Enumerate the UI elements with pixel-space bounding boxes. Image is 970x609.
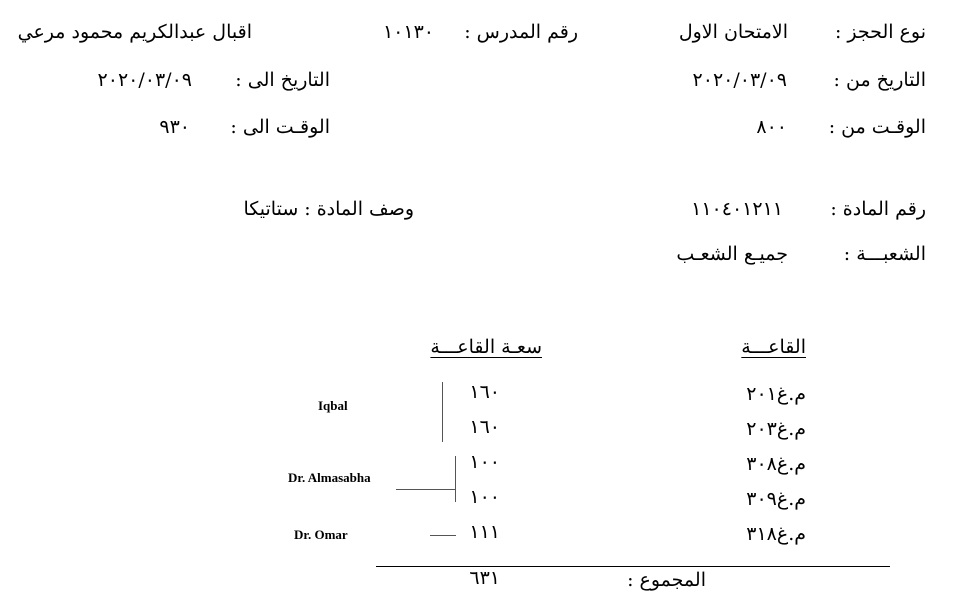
course-number-value: ١١٠٤٠١٢١١ <box>691 198 783 220</box>
date-to-value: ٢٠٢٠/٠٣/٠٩ <box>97 69 192 91</box>
hall-cell: م.غ٣٠٩ <box>746 488 806 510</box>
total-divider <box>376 566 890 567</box>
time-to-label: الوقـت الى : <box>230 116 330 138</box>
teacher-name: اقبال عبدالكريم محمود مرعي <box>17 21 252 43</box>
booking-type-value: الامتحان الاول <box>678 21 788 43</box>
section-value: جميـع الشعـب <box>676 243 788 265</box>
booking-type-label: نوع الحجز : <box>834 21 926 43</box>
total-value: ٦٣١ <box>469 567 500 589</box>
hall-cell: م.غ٢٠٣ <box>746 418 806 440</box>
teacher-number-value: ١٠١٣٠ <box>382 21 434 43</box>
time-to-value: ٩٣٠ <box>159 116 190 138</box>
bracket-line-iqbal <box>442 382 443 442</box>
date-from-label: التاريخ من : <box>833 69 926 91</box>
hall-cell: م.غ٣١٨ <box>746 523 806 545</box>
hall-cell: م.غ٢٠١ <box>746 383 806 405</box>
time-from-value: ٨٠٠ <box>756 116 787 138</box>
teacher-number-label: رقم المدرس : <box>464 21 578 43</box>
bracket-line-almasabha <box>455 456 456 502</box>
total-label: المجموع : <box>627 569 706 591</box>
course-description: وصف المادة : ستاتيكا <box>243 198 414 220</box>
date-to-label: التاريخ الى : <box>235 69 330 91</box>
connector-line-omar <box>430 535 456 536</box>
time-from-label: الوقـت من : <box>828 116 926 138</box>
course-number-label: رقم المادة : <box>830 198 926 220</box>
capacity-cell: ١٠٠ <box>469 451 500 473</box>
annotation-omar: Dr. Omar <box>294 527 348 542</box>
annotation-iqbal: Iqbal <box>318 398 348 413</box>
hall-cell: م.غ٣٠٨ <box>746 453 806 475</box>
capacity-column-header: سعـة القاعـــة <box>430 336 542 358</box>
capacity-cell: ١٠٠ <box>469 486 500 508</box>
hall-column-header: القاعـــة <box>741 336 806 358</box>
annotation-almasabha: Dr. Almasabha <box>288 470 371 485</box>
date-from-value: ٢٠٢٠/٠٣/٠٩ <box>692 69 787 91</box>
connector-line-almasabha <box>396 489 456 490</box>
capacity-cell: ١١١ <box>469 521 500 543</box>
section-label: الشعبـــة : <box>843 243 926 265</box>
capacity-cell: ١٦٠ <box>469 416 500 438</box>
capacity-cell: ١٦٠ <box>469 381 500 403</box>
